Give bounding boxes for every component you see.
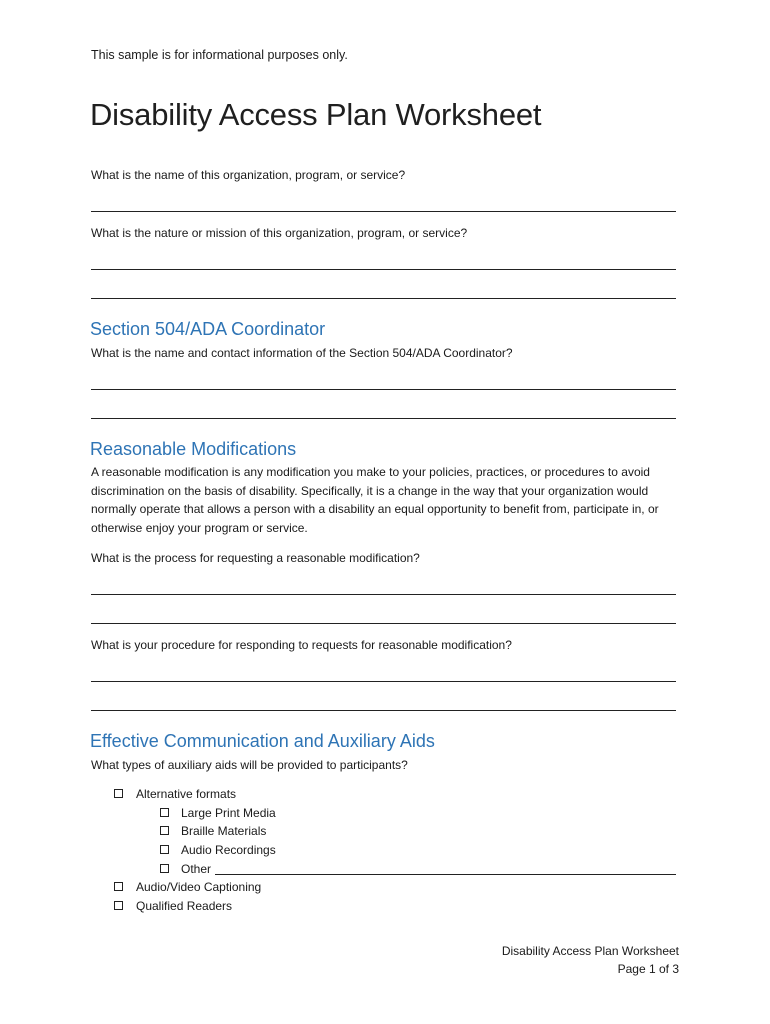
section-heading-modifications: Reasonable Modifications [90, 439, 297, 459]
checkbox-label-other: Other [181, 862, 212, 876]
answer-line[interactable] [91, 418, 676, 419]
checkbox-other[interactable] [160, 864, 169, 873]
checkbox-label-captioning: Audio/Video Captioning [136, 880, 262, 894]
section-heading-coordinator: Section 504/ADA Coordinator [90, 319, 326, 339]
checkbox-label-large-print: Large Print Media [181, 806, 276, 820]
question-org-name: What is the name of this organization, program, or service? [91, 168, 406, 182]
question-coordinator: What is the name and contact information of the Section 504/ADA Coordinator? [91, 346, 513, 360]
question-auxiliary-aids: What types of auxiliary aids will be provided to participants? [91, 758, 408, 772]
disclaimer-text: This sample is for informational purposes only. [91, 48, 348, 62]
modifications-paragraph: A reasonable modification is any modification you make to your policies, practices, or procedures to avoid discrimination on the basis of disability. Specifically, it is a change in the way that your organization would normally operate that allows a person with a disability an equal opportunity to benefit from, participate in, or otherwise enjoy your program or service. [91, 465, 659, 535]
answer-line[interactable] [91, 710, 676, 711]
checkbox-label-alternative-formats: Alternative formats [136, 787, 237, 801]
answer-line[interactable] [91, 389, 676, 390]
checkbox-alternative-formats[interactable] [114, 789, 123, 798]
page-title: Disability Access Plan Worksheet [90, 97, 542, 132]
footer-page-number: Page 1 of 3 [617, 962, 679, 976]
question-org-mission: What is the nature or mission of this organization, program, or service? [91, 226, 468, 240]
checkbox-label-qualified-readers: Qualified Readers [136, 899, 233, 913]
answer-line[interactable] [91, 594, 676, 595]
checkbox-audio-recordings[interactable] [160, 845, 169, 854]
answer-line[interactable] [91, 211, 676, 212]
section-heading-communication: Effective Communication and Auxiliary Aids [90, 731, 435, 751]
other-answer-line[interactable] [215, 874, 676, 875]
answer-line[interactable] [91, 269, 676, 270]
checkbox-label-braille: Braille Materials [181, 824, 267, 838]
question-modification-process: What is the process for requesting a reasonable modification? [91, 551, 420, 565]
checkbox-large-print[interactable] [160, 808, 169, 817]
answer-line[interactable] [91, 298, 676, 299]
footer-title: Disability Access Plan Worksheet [501, 944, 679, 958]
answer-line[interactable] [91, 623, 676, 624]
checkbox-braille[interactable] [160, 826, 169, 835]
question-modification-procedure: What is your procedure for responding to requests for reasonable modification? [91, 638, 512, 652]
checkbox-captioning[interactable] [114, 882, 123, 891]
checkbox-qualified-readers[interactable] [114, 901, 123, 910]
checkbox-label-audio-recordings: Audio Recordings [181, 843, 276, 857]
answer-line[interactable] [91, 681, 676, 682]
